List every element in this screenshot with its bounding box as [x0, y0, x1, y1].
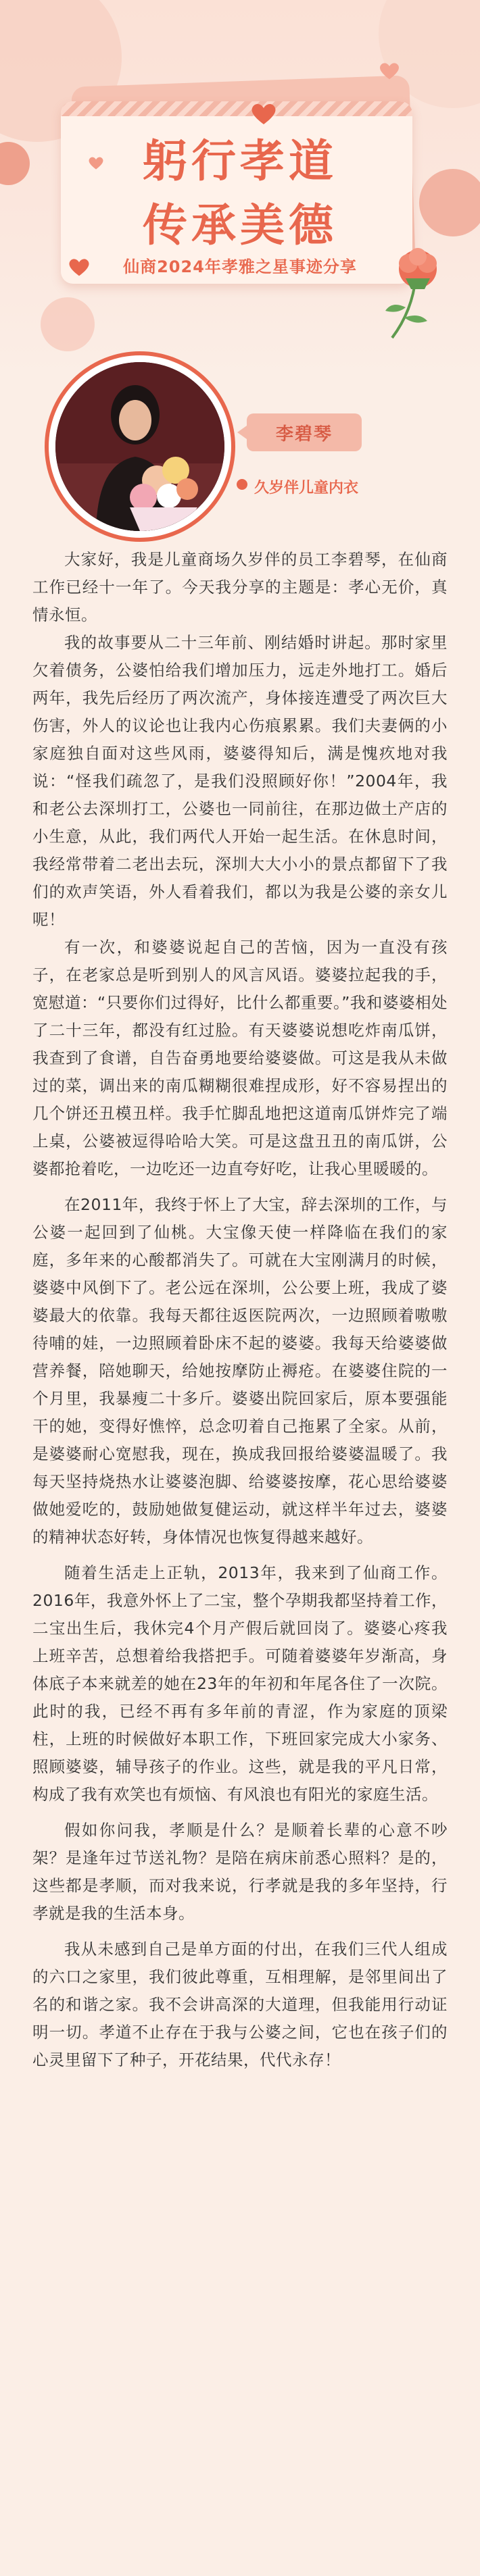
title-panel-stripe — [61, 101, 412, 116]
company-name: 久岁伴儿童内衣 — [254, 480, 359, 497]
person-name: 李碧琴 — [275, 424, 333, 445]
paragraph: 在2011年，我终于怀上了大宝，辞去深圳的工作，与公婆一起回到了仙桃。大宝像天使一样降临在我们的家庭，多年来的心酸都消失了。可就在大宝刚满月的时候，婆婆中风倒下了。老公远在深圳，公公要上班，我成了婆婆最大的依靠。我每天都往返医院两次，一边照顾着嗷嗷待哺的娃，一边照顾着卧床不起的婆婆。我每天给婆婆做营养餐，陪她聊天，给她按摩防止褥疮。在婆婆住院的一个月里，我暴瘦二十多斤。婆婆出院回家后，原本要强能干的她，变得好憔悴，总念叨着自己拖累了全家。从前，是婆婆耐心宽慰我，现在，换成我回报给婆婆温暖了。我每天坚持烧热水让婆婆泡脚、给婆婆按摩，花心思给婆婆做她爱吃的，鼓励她做复健运动，就这样半年过去，婆婆的精神状态好转，身体情况也恢复得越来越好。 — [32, 1195, 448, 1546]
paragraph: 随着生活走上正轨，2013年，我来到了仙商工作。2016年，我意外怀上了二宝，整个孕期我都坚持着工作，二宝出生后，我休完4个月产假后就回岗了。婆婆心疼我上班辛苦，总想着给我搭把手。可随着婆婆年岁渐高，身体底子本来就差的她在23年的年初和年尾各住了一次院。此时的我，已经不再有多年前的青涩，作为家庭的顶梁柱，上班的时候做好本职工作，下班回家完成大小家务、照顾婆婆，辅导孩子的作业。这些，就是我的平凡日常，构成了我有欢笑也有烦恼、有风浪也有阳光的家庭生活。 — [32, 1563, 448, 1804]
avatar-photo — [55, 362, 224, 531]
heart-icon — [379, 61, 400, 80]
heart-icon — [250, 101, 277, 126]
title-line-2: 传承美德 — [143, 199, 337, 251]
paragraph: 我从未感到自己是单方面的付出，在我们三代人组成的六口之家里，我们彼此尊重，互相理解，是邻里间出了名的和谐之家。我不会讲高深的大道理，但我能用行动证明一切。孝道不止存在于我与公婆之间，它也在孩子们的心灵里留下了种子，开花结果，代代永存！ — [32, 1940, 448, 2069]
carnation-flower-icon — [365, 236, 466, 345]
paragraph: 大家好，我是儿童商场久岁伴的员工李碧琴，在仙商工作已经十一年了。今天我分享的主题是：孝心无价，真情永恒。 — [32, 550, 448, 624]
subtitle: 仙商2024年孝雅之星事迹分享 — [123, 257, 357, 276]
person-with-bouquet-image — [55, 362, 224, 531]
company-label — [254, 476, 358, 497]
bullet-dot-icon — [237, 479, 247, 490]
title-line-1: 躬行孝道 — [143, 134, 337, 187]
decor-circle — [41, 297, 95, 351]
story-content — [32, 546, 448, 2074]
header-banner — [0, 0, 480, 378]
name-tag — [247, 413, 362, 451]
paragraph: 假如你问我，孝顺是什么？是顺着长辈的心意不吵架？是逢年过节送礼物？是陪在病床前悉心照料？是的，这些都是孝顺，而对我来说，行孝就是我的多年坚持，行孝就是我的生活本身。 — [32, 1821, 448, 1923]
paragraph: 我的故事要从二十三年前、刚结婚时讲起。那时家里欠着债务，公婆怕给我们增加压力，远走外地打工。婚后两年，我先后经历了两次流产，身体接连遭受了两次巨大伤害，外人的议论也让我内心伤痕累累。我们夫妻俩的小家庭独自面对这些风雨，婆婆得知后，满是愧疚地对我说：“怪我们疏忽了，是我们没照顾好你！”2004年，我和老公去深圳打工，公婆也一同前往，在那边做土产店的小生意，从此，我们两代人开始一起生活。在休息时间，我经常带着二老出去玩，深圳大大小小的景点都留下了我们的欢声笑语，外人看着我们，都以为我是公婆的亲女儿呢！ — [32, 633, 448, 929]
paragraph: 有一次，和婆婆说起自己的苦恼，因为一直没有孩子，在老家总是听到别人的风言风语。婆婆拉起我的手，宽慰道：“只要你们过得好，比什么都重要。”我和婆婆相处了二十三年，都没有红过脸。有天婆婆说想吃炸南瓜饼，我查到了食谱，自告奋勇地要给婆婆做。可这是我从未做过的菜，调出来的南瓜糊糊很难捏成形，好不容易捏出的几个饼还丑模丑样。我手忙脚乱地把这道南瓜饼炸完了端上桌，公婆被逗得哈哈大笑。可是这盘丑丑的南瓜饼，公婆都抢着吃，一边吃还一边直夸好吃，让我心里暖暖的。 — [32, 938, 448, 1178]
